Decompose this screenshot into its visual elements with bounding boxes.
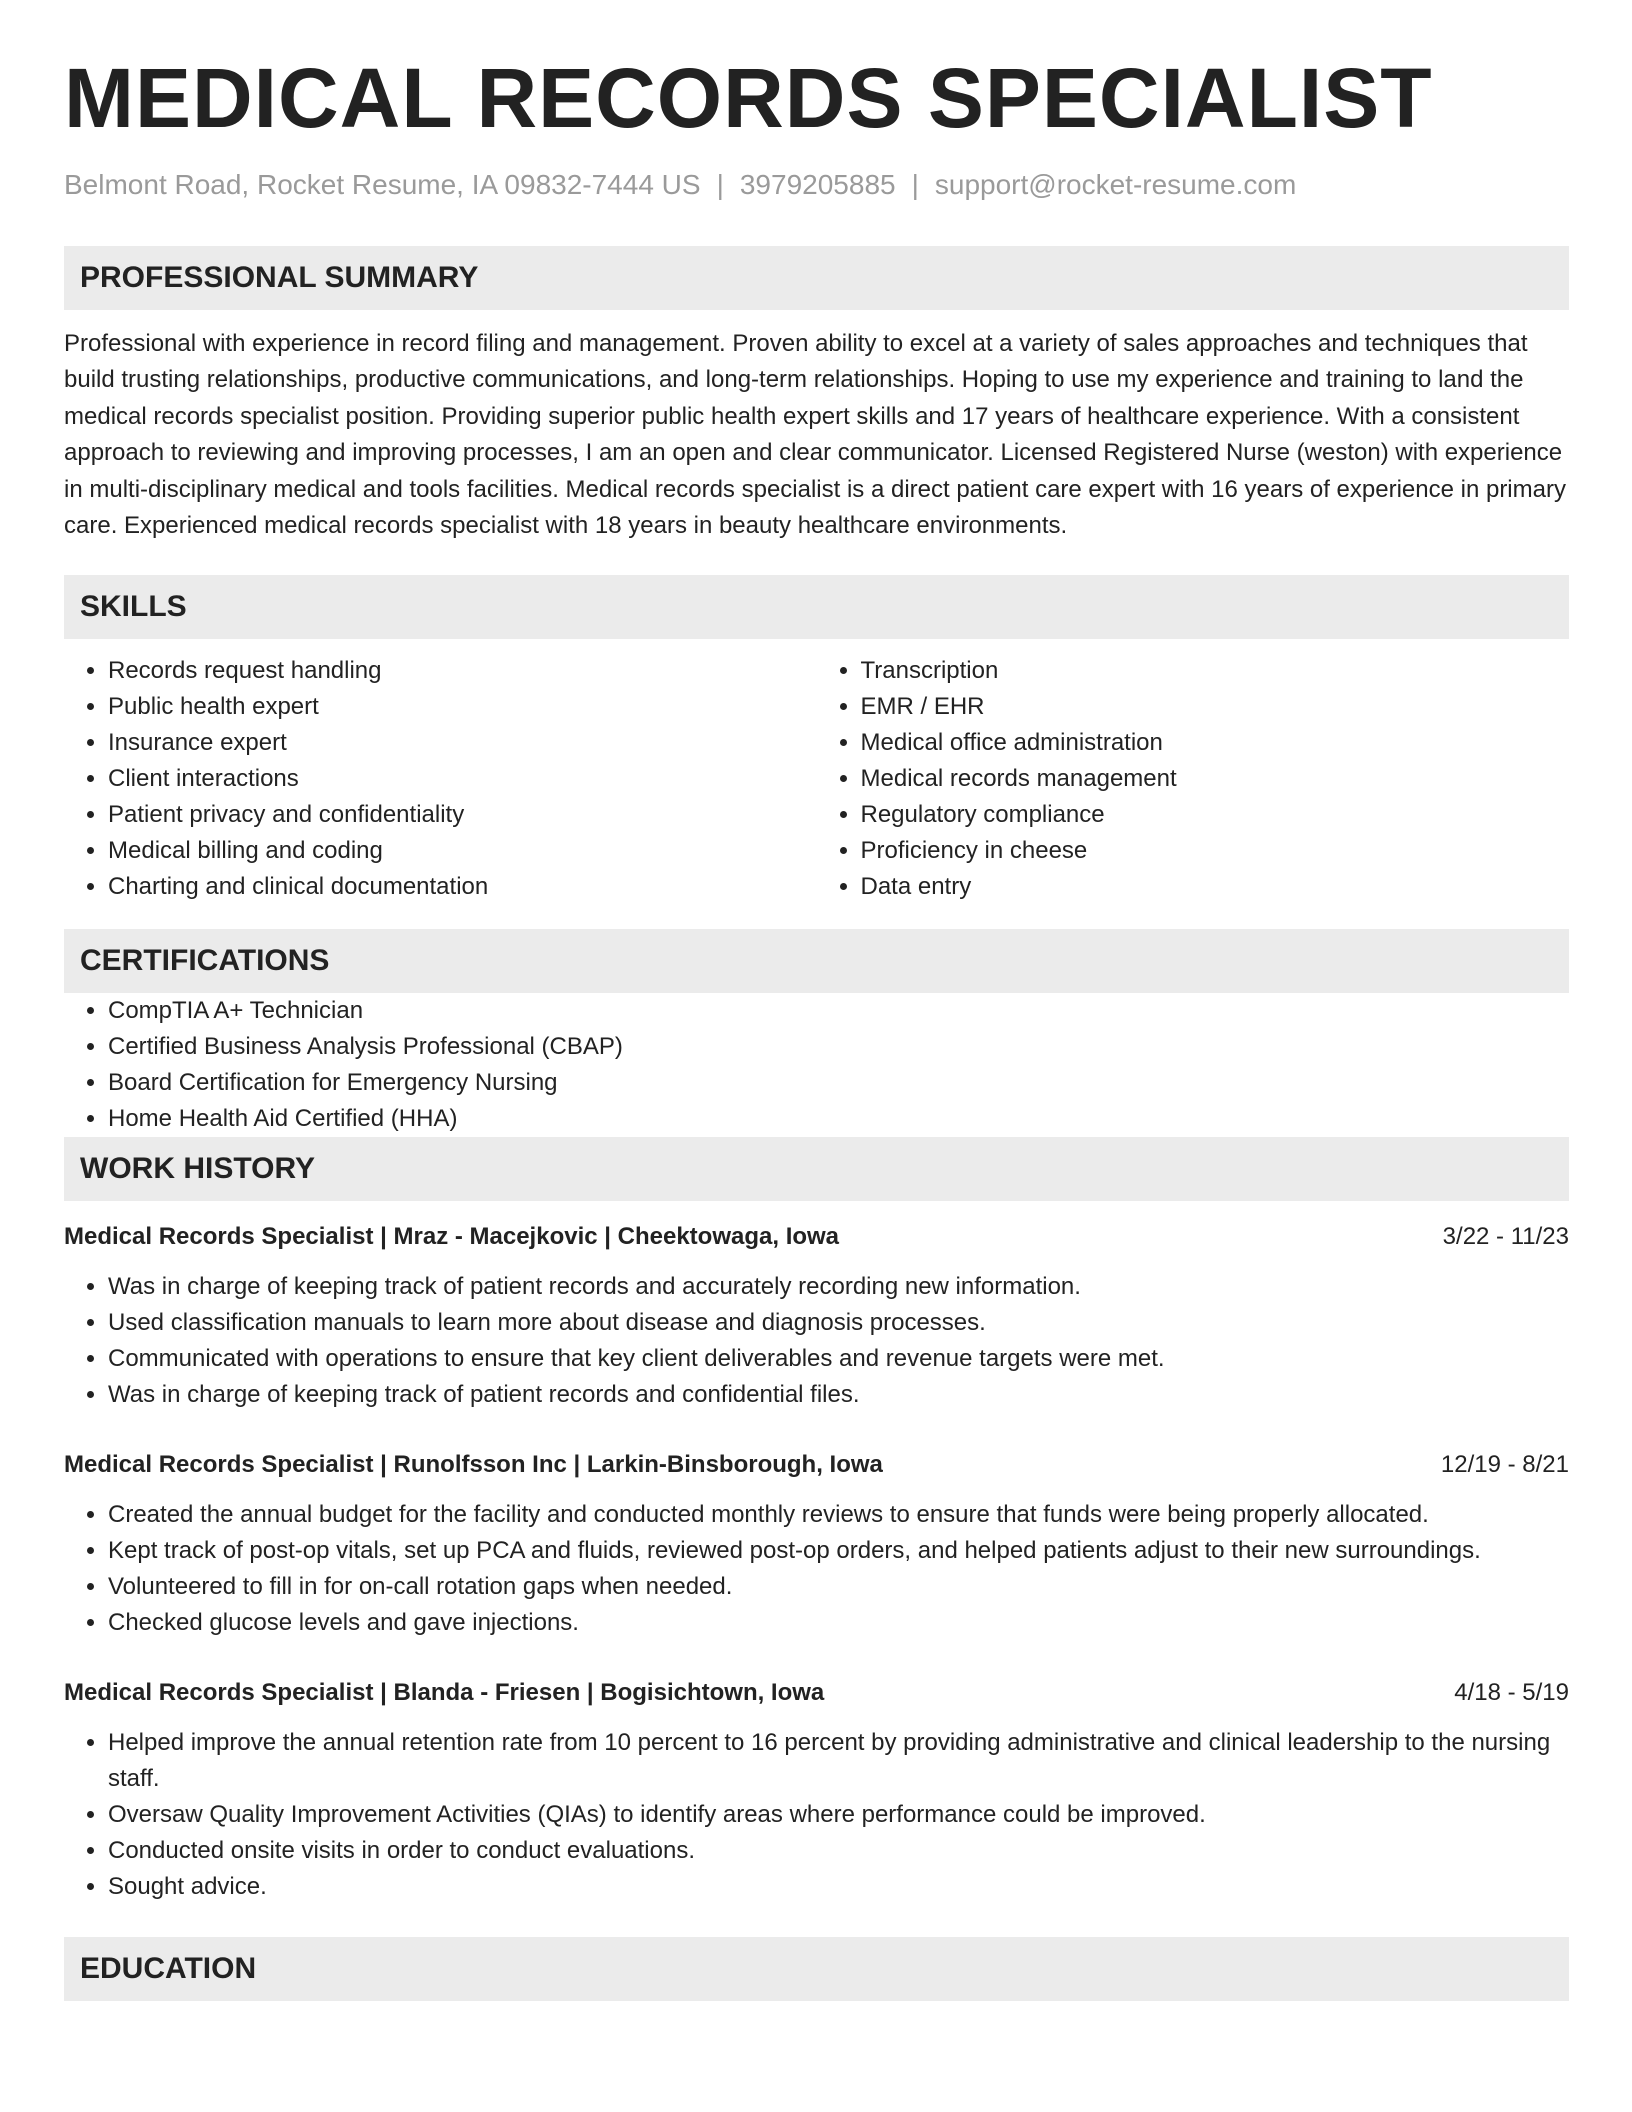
- job-bullets: [64, 1497, 1569, 1641]
- certification-item: • CompTIA A+ Technician: [108, 993, 1569, 1029]
- job-bullet: • Oversaw Quality Improvement Activities (QIAs) to identify areas where performance could be improved.: [108, 1797, 1569, 1833]
- skills-list-right: [817, 653, 1570, 905]
- job-bullet: • Checked glucose levels and gave injections.: [108, 1605, 1569, 1641]
- skill-item: • Medical billing and coding: [108, 833, 817, 869]
- section-heading-skills: SKILLS: [64, 575, 1569, 639]
- job-bullet: • Communicated with operations to ensure that key client deliverables and revenue targets were met.: [108, 1341, 1569, 1377]
- section-heading-education: EDUCATION: [64, 1937, 1569, 2001]
- job-dates: 4/18 - 5/19: [1454, 1678, 1569, 1706]
- skill-item: • Regulatory compliance: [861, 797, 1570, 833]
- skill-item: • Client interactions: [108, 761, 817, 797]
- contact-separator: |: [716, 169, 724, 200]
- job-bullet: • Sought advice.: [108, 1869, 1569, 1905]
- job-bullet: • Kept track of post-op vitals, set up PCA and fluids, reviewed post-op orders, and helped patients adjust to their new surroundings.: [108, 1533, 1569, 1569]
- job-header: [64, 1447, 1569, 1483]
- skill-item: • Insurance expert: [108, 725, 817, 761]
- skill-item: • Medical office administration: [861, 725, 1570, 761]
- job-title: Medical Records Specialist | Mraz - Macejkovic | Cheektowaga, Iowa: [64, 1222, 840, 1250]
- contact-phone: 3979205885: [739, 169, 896, 200]
- skill-item: • Records request handling: [108, 653, 817, 689]
- job-header: [64, 1675, 1569, 1711]
- job-bullets: [64, 1725, 1569, 1905]
- job-entry: [64, 1675, 1569, 1905]
- contact-email: support@rocket-resume.com: [934, 169, 1297, 200]
- contact-separator: |: [911, 169, 919, 200]
- job-bullet: • Volunteered to fill in for on-call rotation gaps when needed.: [108, 1569, 1569, 1605]
- skill-item: • Patient privacy and confidentiality: [108, 797, 817, 833]
- job-entry: [64, 1219, 1569, 1413]
- certification-item: • Home Health Aid Certified (HHA): [108, 1101, 1569, 1137]
- certification-item: • Board Certification for Emergency Nursing: [108, 1065, 1569, 1101]
- skill-item: • Transcription: [861, 653, 1570, 689]
- job-header: [64, 1219, 1569, 1255]
- summary-text: Professional with experience in record filing and management. Proven ability to excel at a variety of sales approaches and techniques that build trusting relationships, productive communications, and long-term relationships. Hoping to use my experience and training to land the medical records specialist position. Providing superior public health expert skills and 17 years of healthcare experience. With a consistent approach to reviewing and improving processes, I am an open and clear communicator. Licensed Registered Nurse (weston) with experience in multi-disciplinary medical and tools facilities. Medical records specialist is a direct patient care expert with 16 years of experience in primary care. Experienced medical records specialist with 18 years in beauty healthcare environments.: [64, 329, 1566, 540]
- resume-page: [64, 51, 1569, 2001]
- skill-item: • Charting and clinical documentation: [108, 869, 817, 905]
- job-bullet: • Was in charge of keeping track of patient records and confidential files.: [108, 1377, 1569, 1413]
- job-title: Medical Records Specialist | Blanda - Friesen | Bogisichtown, Iowa: [64, 1678, 825, 1706]
- certification-item: • Certified Business Analysis Professional (CBAP): [108, 1029, 1569, 1065]
- job-bullet: • Conducted onsite visits in order to conduct evaluations.: [108, 1833, 1569, 1869]
- applicant-name: MEDICAL RECORDS SPECIALIST: [64, 51, 1433, 145]
- skill-item: • Data entry: [861, 869, 1570, 905]
- skills-list-left: [64, 653, 817, 905]
- skill-item: • Proficiency in cheese: [861, 833, 1570, 869]
- section-heading-certifications: CERTIFICATIONS: [64, 929, 1569, 993]
- job-entry: [64, 1447, 1569, 1641]
- section-heading-summary: PROFESSIONAL SUMMARY: [64, 246, 1569, 310]
- skill-item: • Medical records management: [861, 761, 1570, 797]
- job-dates: 12/19 - 8/21: [1440, 1450, 1569, 1478]
- job-bullet: • Created the annual budget for the facility and conducted monthly reviews to ensure that funds were being properly allocated.: [108, 1497, 1569, 1533]
- contact-line: [64, 168, 1569, 202]
- skills-columns: [64, 653, 1569, 905]
- job-bullets: [64, 1269, 1569, 1413]
- section-heading-work-history: WORK HISTORY: [64, 1137, 1569, 1201]
- job-bullet: • Helped improve the annual retention rate from 10 percent to 16 percent by providing administrative and clinical leadership to the nursing staff.: [108, 1725, 1569, 1797]
- job-bullet: • Used classification manuals to learn more about disease and diagnosis processes.: [108, 1305, 1569, 1341]
- skill-item: • Public health expert: [108, 689, 817, 725]
- job-title: Medical Records Specialist | Runolfsson Inc | Larkin-Binsborough, Iowa: [64, 1450, 883, 1478]
- skill-item: • EMR / EHR: [861, 689, 1570, 725]
- job-bullet: • Was in charge of keeping track of patient records and accurately recording new information.: [108, 1269, 1569, 1305]
- contact-address: Belmont Road, Rocket Resume, IA 09832-7444 US: [64, 169, 701, 200]
- certifications-list: [64, 993, 1569, 1137]
- job-dates: 3/22 - 11/23: [1442, 1222, 1569, 1250]
